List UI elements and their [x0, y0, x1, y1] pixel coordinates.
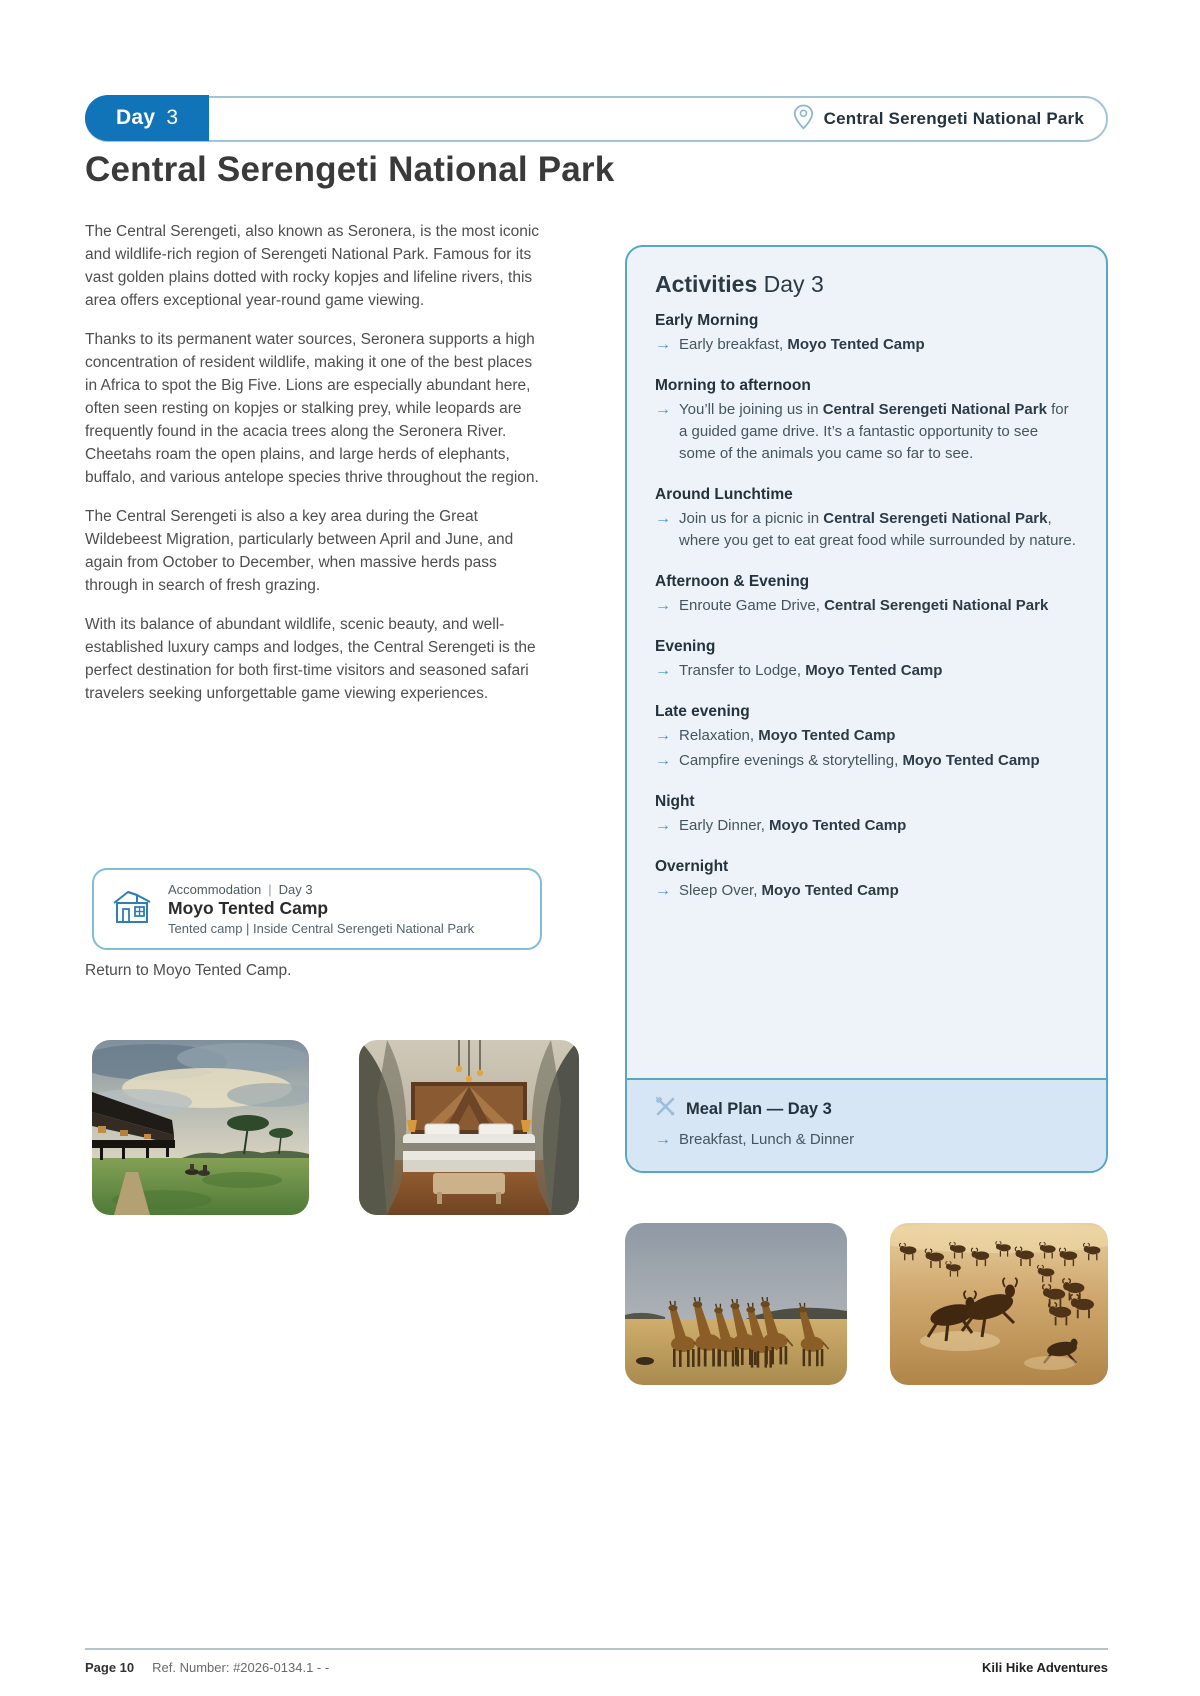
- page-title: Central Serengeti National Park: [85, 150, 615, 189]
- photo-camp-exterior: [92, 1040, 309, 1215]
- photo-giraffes: [625, 1223, 847, 1385]
- meal-plan-title: Meal Plan — Day 3: [686, 1099, 832, 1118]
- activity-item-text: Early Dinner, Moyo Tented Camp: [679, 817, 907, 834]
- activities-panel: [625, 245, 1108, 1173]
- arrow-right-icon: →: [655, 336, 671, 353]
- activity-section-heading: Overnight: [655, 858, 729, 875]
- day-number: 3: [166, 106, 179, 129]
- activity-item: [655, 815, 1078, 837]
- activity-section-heading: Afternoon & Evening: [655, 573, 810, 590]
- accommodation-subtitle: Tented camp | Inside Central Serengeti National Park: [168, 921, 475, 936]
- arrow-right-icon: →: [655, 597, 671, 614]
- activity-section: [655, 486, 1078, 552]
- arrow-right-icon: →: [655, 752, 671, 769]
- header-location-label: Central Serengeti National Park: [823, 109, 1084, 128]
- activity-section-heading: Night: [655, 793, 695, 810]
- activity-item-text: Campfire evenings & storytelling, Moyo Tented Camp: [679, 752, 1040, 769]
- activities-title-bold: Activities: [655, 271, 758, 297]
- intro-paragraph: The Central Serengeti, also known as Seronera, is the most iconic and wildlife-rich region of Serengeti National Park. Famous for its vast golden plains dotted with rocky kopjes and lifeline rivers, this area offers exceptional year-round game viewing.: [85, 223, 540, 309]
- footer-divider: [85, 1648, 1108, 1650]
- activities-title: [655, 271, 1078, 298]
- arrow-right-icon: →: [655, 1131, 671, 1148]
- day-badge: [85, 95, 209, 141]
- accommodation-day: Day 3: [278, 882, 313, 897]
- activity-item-text: Sleep Over, Moyo Tented Camp: [679, 882, 899, 899]
- footer-brand: Kili Hike Adventures: [982, 1660, 1108, 1675]
- activity-item-text: Early breakfast, Moyo Tented Camp: [679, 336, 925, 353]
- arrow-right-icon: →: [655, 401, 671, 418]
- activity-section: [655, 312, 1078, 356]
- day-header-bar: [85, 96, 1108, 142]
- intro-paragraph: The Central Serengeti is also a key area during the Great Wildebeest Migration, particularly between April and June, and again from October to December, when massive herds pass through in search of fresh grazing.: [85, 508, 514, 594]
- arrow-right-icon: →: [655, 510, 671, 527]
- activities-sections: [655, 312, 1078, 902]
- arrow-right-icon: →: [655, 727, 671, 744]
- activity-section: [655, 858, 1078, 902]
- activity-section: [655, 703, 1078, 772]
- activity-item-text: Enroute Game Drive, Central Serengeti National Park: [679, 597, 1049, 614]
- activity-section-heading: Around Lunchtime: [655, 486, 793, 503]
- arrow-right-icon: →: [655, 817, 671, 834]
- activity-section: [655, 573, 1078, 617]
- footer-page-number: Page 10: [85, 1660, 135, 1675]
- activity-section-heading: Evening: [655, 638, 716, 655]
- activity-item: [655, 399, 1078, 465]
- activity-item-text: Join us for a picnic in Central Serengeti National Park, where you get to eat great food while surrounded by nature.: [679, 510, 1076, 549]
- meal-plan-items: Breakfast, Lunch & Dinner: [679, 1131, 855, 1148]
- header-location: [793, 104, 1106, 135]
- accommodation-text: [168, 882, 474, 936]
- arrow-right-icon: →: [655, 662, 671, 679]
- activity-item: [655, 334, 1078, 356]
- accommodation-name: Moyo Tented Camp: [168, 898, 329, 918]
- return-note: Return to Moyo Tented Camp.: [85, 962, 292, 979]
- intro-paragraphs: [85, 220, 545, 721]
- activities-content: [627, 247, 1106, 931]
- activity-item-text: You’ll be joining us in Central Serengeti National Park for a guided game drive. It’s a fantastic opportunity to see some of the animals you came so far to see.: [679, 401, 1069, 462]
- activity-item-text: Transfer to Lodge, Moyo Tented Camp: [679, 662, 943, 679]
- activity-section-heading: Early Morning: [655, 312, 759, 329]
- accommodation-divider: |: [268, 882, 272, 897]
- activities-title-day: Day 3: [757, 271, 824, 297]
- location-pin-icon: [793, 104, 814, 135]
- activity-item-text: Relaxation, Moyo Tented Camp: [679, 727, 896, 744]
- house-icon: [110, 887, 154, 932]
- activity-item: [655, 595, 1078, 617]
- activity-section: [655, 793, 1078, 837]
- meal-plan-box: [627, 1078, 1106, 1171]
- activity-item: [655, 660, 1078, 682]
- photo-tent-interior: [359, 1040, 579, 1215]
- activity-item: [655, 725, 1078, 747]
- photo-wildebeest-herd: [890, 1223, 1108, 1385]
- intro-paragraph: With its balance of abundant wildlife, scenic beauty, and well-established luxury camps and lodges, the Central Serengeti is the perfect destination for both first-time visitors and seasoned safari travelers seeking unforgettable game viewing experiences.: [85, 616, 536, 702]
- day-label: Day: [115, 106, 156, 129]
- accommodation-label: Accommodation: [168, 882, 262, 897]
- activity-item: [655, 750, 1078, 772]
- activity-item: [655, 880, 1078, 902]
- activity-section: [655, 377, 1078, 465]
- activity-item: [655, 508, 1078, 552]
- footer: [85, 1660, 1108, 1675]
- accommodation-meta: [168, 882, 474, 897]
- arrow-right-icon: →: [655, 882, 671, 899]
- crossed-cutlery-icon: [655, 1096, 676, 1122]
- intro-paragraph: Thanks to its permanent water sources, Seronera supports a high concentration of resident wildlife, making it one of the best places in Africa to spot the Big Five. Lions are especially abundant here, often seen resting on kopjes or stalking prey, while leopards are frequently found in the acacia trees along the Seronera River. Cheetahs roam the open plains, and large herds of elephants, buffalo, and various antelope species thrive throughout the region.: [85, 331, 539, 486]
- activity-section: [655, 638, 1078, 682]
- activity-section-heading: Morning to afternoon: [655, 377, 811, 394]
- activity-section-heading: Late evening: [655, 703, 750, 720]
- accommodation-card: [92, 868, 542, 950]
- footer-ref-number: Ref. Number: #2026-0134.1 - -: [152, 1660, 330, 1675]
